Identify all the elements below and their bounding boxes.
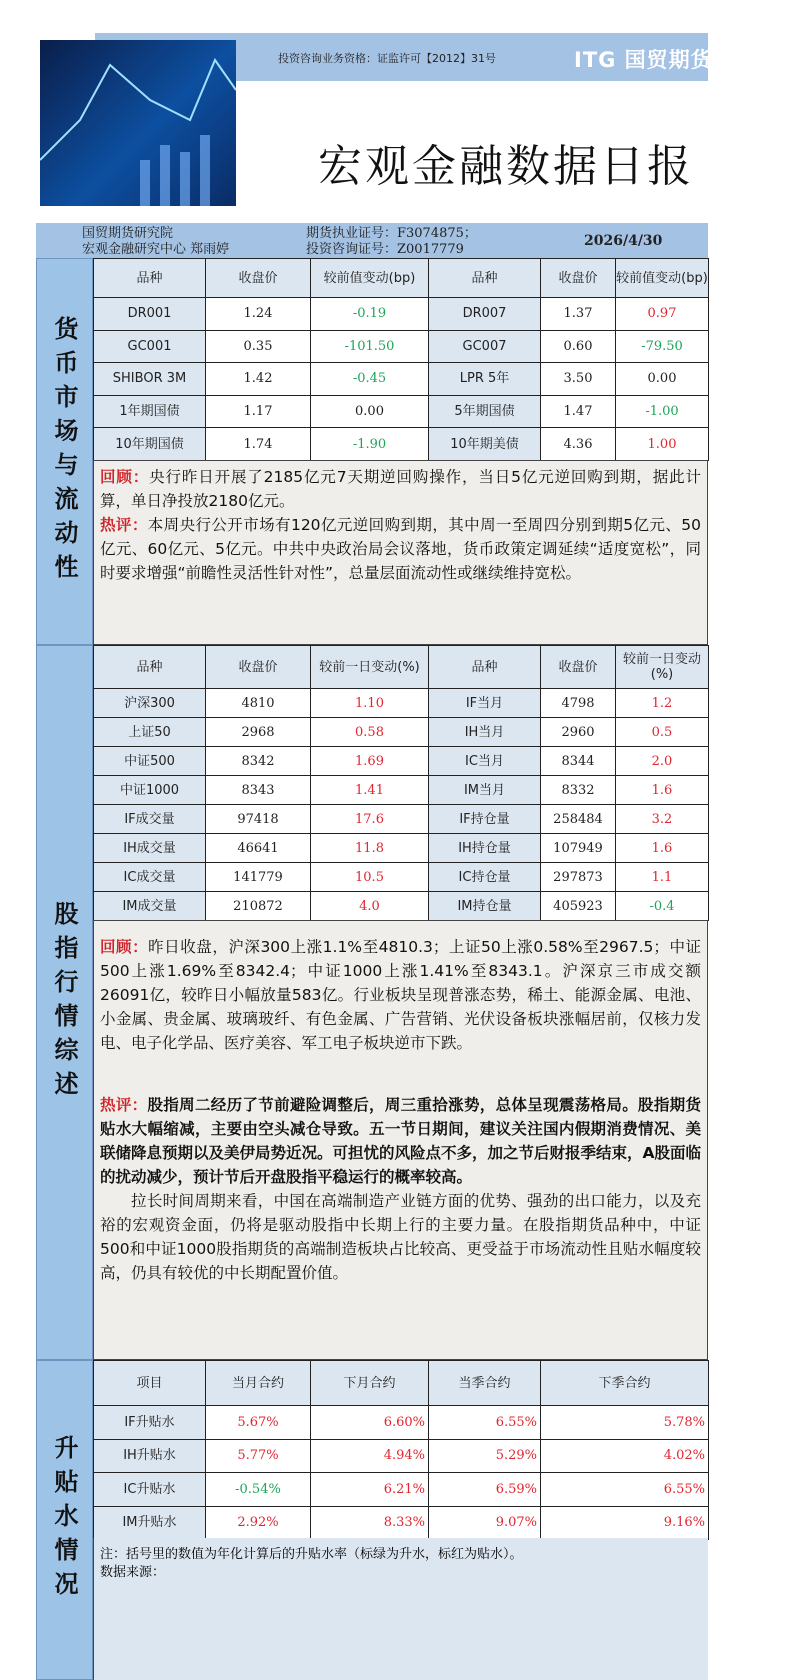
table-cell: IM当月 [429, 776, 541, 805]
table-cell: 2.0 [616, 747, 709, 776]
table-cell: 4798 [541, 689, 616, 718]
column-header: 较前一日变动(%) [616, 646, 709, 689]
license-advisory: 投资咨询证号：Z0017779 [306, 242, 464, 257]
table-cell: 6.21% [311, 1473, 429, 1507]
table-cell: 8344 [541, 747, 616, 776]
table-cell: 6.59% [429, 1473, 541, 1507]
table-header-row [94, 259, 709, 298]
table-cell: 0.58 [311, 718, 429, 747]
table-cell: 210872 [206, 892, 311, 921]
table-cell: 4.94% [311, 1439, 429, 1473]
table-cell: 1.10 [311, 689, 429, 718]
table-row [94, 834, 709, 863]
org-name: 国贸期货研究院 [82, 226, 174, 241]
table-cell: 1.74 [206, 428, 311, 461]
column-header: 当季合约 [429, 1361, 541, 1406]
table-cell: 8.33% [311, 1506, 429, 1540]
table-cell: 6.60% [311, 1406, 429, 1440]
itg-logo: ITG 国贸期货 [574, 48, 713, 72]
table-cell: -79.50 [616, 330, 709, 363]
table-cell: GC007 [429, 330, 541, 363]
table-cell: -0.54% [206, 1473, 311, 1507]
table-cell: 10年期国债 [94, 428, 206, 461]
section-label-index: 股指行情综述 [36, 645, 93, 1360]
license-futures: 期货执业证号：F3074875； [306, 226, 477, 241]
table-row [94, 1406, 709, 1440]
table-cell: 1.00 [616, 428, 709, 461]
table-cell: -1.00 [616, 395, 709, 428]
column-header: 收盘价 [541, 646, 616, 689]
column-header: 品种 [429, 646, 541, 689]
column-header: 当月合约 [206, 1361, 311, 1406]
table-cell: 6.55% [541, 1473, 709, 1507]
author-info-row [36, 223, 708, 260]
header-chart-image [40, 40, 236, 206]
table-cell: 5.77% [206, 1439, 311, 1473]
table-cell: -0.19 [311, 298, 429, 331]
table-cell: 2.92% [206, 1506, 311, 1540]
table-row [94, 1439, 709, 1473]
table-row [94, 776, 709, 805]
table-row [94, 747, 709, 776]
column-header: 品种 [429, 259, 541, 298]
column-header: 收盘价 [541, 259, 616, 298]
table-cell: LPR 5年 [429, 363, 541, 396]
index-table [93, 645, 709, 921]
table-cell: 中证1000 [94, 776, 206, 805]
table-row [94, 892, 709, 921]
table-row [94, 395, 709, 428]
table-cell: 9.16% [541, 1506, 709, 1540]
table-cell: 1.42 [206, 363, 311, 396]
section-label-money: 货币市场与流动性 [36, 258, 93, 645]
column-header: 收盘价 [206, 646, 311, 689]
table-cell: 5.29% [429, 1439, 541, 1473]
table-cell: DR001 [94, 298, 206, 331]
report-date: 2026/4/30 [584, 233, 663, 249]
table-cell: DR007 [429, 298, 541, 331]
table-cell: -101.50 [311, 330, 429, 363]
table-cell: 2960 [541, 718, 616, 747]
table-row [94, 718, 709, 747]
table-cell: IF持仓量 [429, 805, 541, 834]
table-cell: IC成交量 [94, 863, 206, 892]
table-cell: 0.00 [616, 363, 709, 396]
table-cell: IH升贴水 [94, 1439, 206, 1473]
table-cell: 上证50 [94, 718, 206, 747]
table-cell: 8332 [541, 776, 616, 805]
table-cell: 3.2 [616, 805, 709, 834]
table-cell: 0.97 [616, 298, 709, 331]
table-cell: 1.24 [206, 298, 311, 331]
table-cell: IM升贴水 [94, 1506, 206, 1540]
table-cell: 258484 [541, 805, 616, 834]
table-cell: 1年期国债 [94, 395, 206, 428]
table-cell: 4.0 [311, 892, 429, 921]
column-header: 较前值变动(bp) [616, 259, 709, 298]
table-cell: 沪深300 [94, 689, 206, 718]
column-header: 下季合约 [541, 1361, 709, 1406]
table-header-row [94, 646, 709, 689]
table-cell: 405923 [541, 892, 616, 921]
index-commentary: 回顾：昨日收盘，沪深300上涨1.1%至4810.3；上证50上涨0.58%至2967.5；中证500上涨1.69%至8342.4；中证1000上涨1.41%至8343.1。沪深京三市成交额26091亿，较昨日小幅放量583亿。行业板块呈现普涨态势，稀土、能源金属、电池、小金属、贵金属、玻璃玻纤、有色金属、广告营销、光伏设备板块涨幅居前，仅核力发电、电子化学品、医疗美容、军工电子板块逆市下跌。 热评：股指周二经历了节前避险调整后，周三重拾涨势，总体呈现震荡格局。股指期货贴水大幅缩减，主要由空头减仓导致。五一节日期间，建议关注国内假期消费情况、美联储降息预期以及美伊局势近况。可担忧的风险点不多，加之节后财报季结束，A股面临的扰动减少，预计节后开盘股指平稳运行的概率较高。 拉长时间周期来看，中国在高端制造产业链方面的优势、强劲的出口能力，以及充裕的宏观资金面，仍将是驱动股指中长期上行的主要力量。在股指期货品种中，中证500和中证1000股指期货的高端制造板块占比较高、更受益于市场流动性且贴水幅度较高，仍具有较优的中长期配置价值。 [93, 920, 708, 1360]
money-commentary: 回顾：央行昨日开展了2185亿元7天期逆回购操作，当日5亿元逆回购到期，据此计算，单日净投放2180亿元。 热评：本周央行公开市场有120亿元逆回购到期，其中周一至周四分别到期5亿元、50亿元、60亿元、5亿元。中共中央政治局会议落地，货币政策定调延续“适度宽松”，同时要求增强“前瞻性灵活性针对性”，总量层面流动性或继续维持宽松。 [93, 460, 708, 645]
table-cell: 1.37 [541, 298, 616, 331]
table-cell: 9.07% [429, 1506, 541, 1540]
table-row [94, 428, 709, 461]
table-cell: 5.67% [206, 1406, 311, 1440]
table-cell: 2968 [206, 718, 311, 747]
table-cell: 1.6 [616, 834, 709, 863]
table-row [94, 1506, 709, 1540]
basis-table [93, 1360, 709, 1540]
table-cell: IF升贴水 [94, 1406, 206, 1440]
table-cell: IC持仓量 [429, 863, 541, 892]
table-cell: 10年期美债 [429, 428, 541, 461]
money-market-table [93, 258, 709, 461]
table-cell: 4.36 [541, 428, 616, 461]
table-cell: -0.45 [311, 363, 429, 396]
column-header: 品种 [94, 259, 206, 298]
table-cell: 中证500 [94, 747, 206, 776]
table-cell: IM成交量 [94, 892, 206, 921]
table-cell: 5.78% [541, 1406, 709, 1440]
table-cell: 11.8 [311, 834, 429, 863]
table-cell: IH持仓量 [429, 834, 541, 863]
column-header: 较前值变动(bp) [311, 259, 429, 298]
table-cell: GC001 [94, 330, 206, 363]
table-cell: 10.5 [311, 863, 429, 892]
table-cell: 1.41 [311, 776, 429, 805]
table-row [94, 1473, 709, 1507]
table-row [94, 689, 709, 718]
table-cell: 0.00 [311, 395, 429, 428]
table-row [94, 330, 709, 363]
basis-note: 注：括号里的数值为年化计算后的升贴水率（标绿为升水，标红为贴水）。 数据来源： [93, 1538, 708, 1680]
table-cell: IH当月 [429, 718, 541, 747]
table-cell: IC升贴水 [94, 1473, 206, 1507]
table-cell: 1.1 [616, 863, 709, 892]
table-cell: 0.60 [541, 330, 616, 363]
table-cell: 46641 [206, 834, 311, 863]
table-row [94, 363, 709, 396]
table-cell: -1.90 [311, 428, 429, 461]
table-cell: 17.6 [311, 805, 429, 834]
column-header: 项目 [94, 1361, 206, 1406]
dept-author: 宏观金融研究中心 郑雨婷 [82, 242, 230, 257]
table-cell: 1.69 [311, 747, 429, 776]
table-cell: 1.17 [206, 395, 311, 428]
table-cell: -0.4 [616, 892, 709, 921]
column-header: 收盘价 [206, 259, 311, 298]
table-cell: 107949 [541, 834, 616, 863]
table-cell: 0.5 [616, 718, 709, 747]
table-cell: 97418 [206, 805, 311, 834]
table-cell: 1.2 [616, 689, 709, 718]
table-row [94, 298, 709, 331]
table-cell: SHIBOR 3M [94, 363, 206, 396]
column-header: 下月合约 [311, 1361, 429, 1406]
table-cell: 6.55% [429, 1406, 541, 1440]
table-cell: IC当月 [429, 747, 541, 776]
column-header: 较前一日变动(%) [311, 646, 429, 689]
table-cell: 8343 [206, 776, 311, 805]
section-label-basis: 升贴水情况 [36, 1360, 93, 1680]
table-cell: 8342 [206, 747, 311, 776]
table-row [94, 863, 709, 892]
column-header: 品种 [94, 646, 206, 689]
table-cell: 1.6 [616, 776, 709, 805]
table-header-row [94, 1361, 709, 1406]
qualification-text: 投资咨询业务资格：证监许可【2012】31号 [278, 52, 496, 65]
table-row [94, 805, 709, 834]
table-cell: IF成交量 [94, 805, 206, 834]
table-cell: IF当月 [429, 689, 541, 718]
table-cell: 141779 [206, 863, 311, 892]
table-cell: 4.02% [541, 1439, 709, 1473]
page-title: 宏观金融数据日报 [318, 141, 694, 192]
table-cell: 5年期国债 [429, 395, 541, 428]
table-cell: 297873 [541, 863, 616, 892]
table-cell: 0.35 [206, 330, 311, 363]
table-cell: 3.50 [541, 363, 616, 396]
table-cell: 1.47 [541, 395, 616, 428]
table-cell: IM持仓量 [429, 892, 541, 921]
table-cell: 4810 [206, 689, 311, 718]
table-cell: IH成交量 [94, 834, 206, 863]
